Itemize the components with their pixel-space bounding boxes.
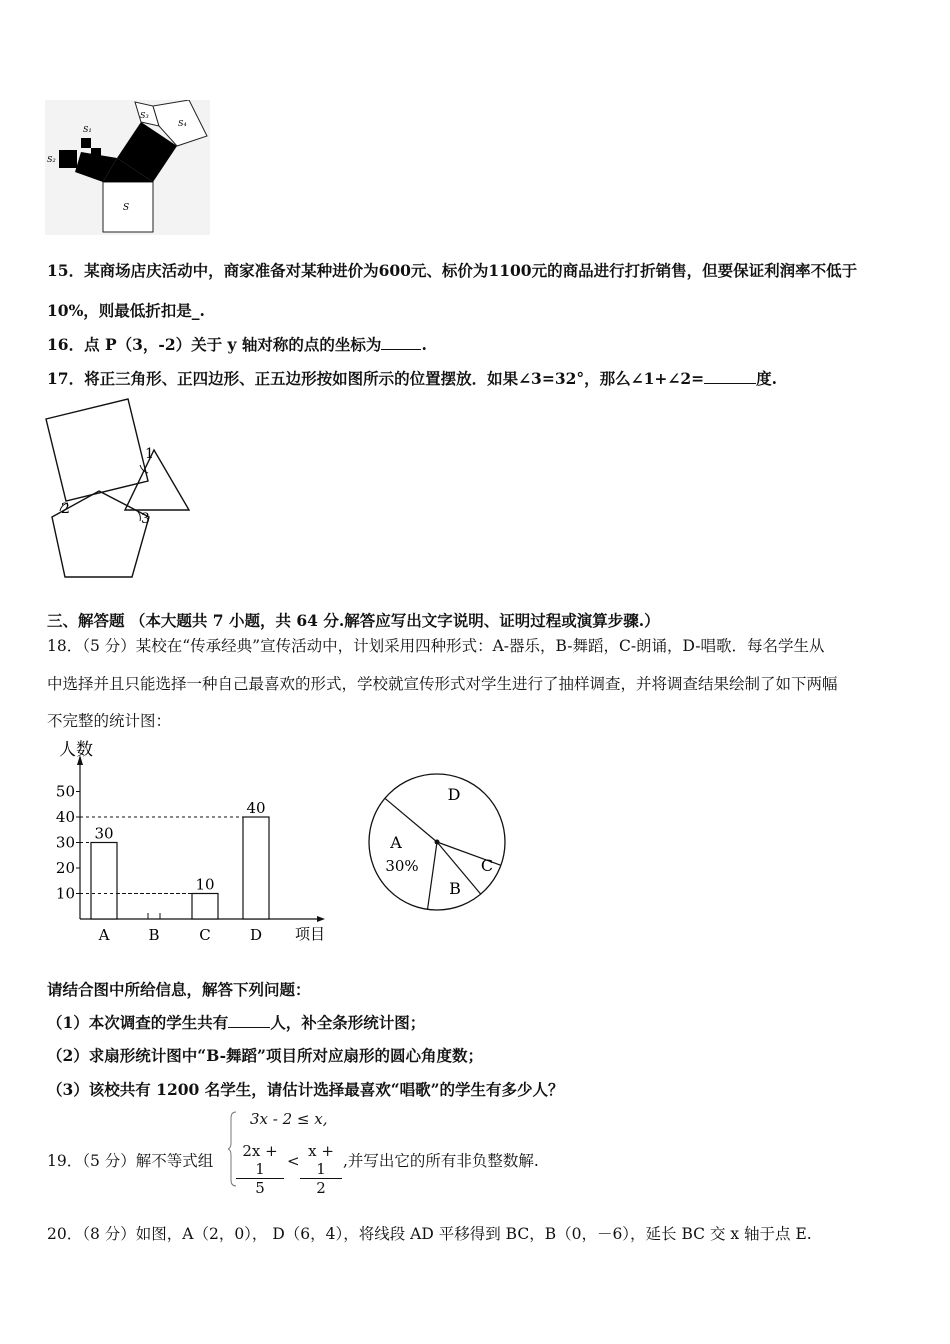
q17-end: 度. [756, 369, 778, 388]
pie-label-B: B [449, 879, 461, 898]
x-tick-label: C [199, 926, 211, 944]
fraction-2-numerator: x + 1 [300, 1142, 342, 1179]
q19-suffix: ,并写出它的所有非负整数解. [343, 1152, 539, 1170]
angle-1-label: 1 [145, 446, 154, 462]
data-label-A: 30 [94, 824, 114, 843]
square-s2-label: S₂ [47, 155, 56, 164]
square-s4-label: S₄ [178, 119, 187, 128]
q18-line1: 18．（5 分）某校在“传承经典”宣传活动中，计划采用四种形式：A-器乐，B-舞蹈，C-朗诵，D-唱歌．每名学生从 [47, 637, 825, 655]
y-axis-label: 人数 [59, 740, 93, 760]
q17-text: 17．将正三角形、正四边形、正五边形按如图所示的位置摆放．如果∠3=32°，那么∠1+∠2= [47, 369, 705, 388]
q18-sub1-pre: （1）本次调查的学生共有 [47, 1013, 229, 1032]
x-tick-label: A [98, 926, 110, 944]
q18-sub3: （3）该校共有 1200 名学生，请估计选择最喜欢“唱歌”的学生有多少人？ [47, 1080, 564, 1099]
q17 [47, 367, 777, 389]
x-axis-label: 项目 [295, 925, 326, 943]
angle-2-label: 2 [61, 501, 70, 517]
square-s-label: S [123, 203, 130, 213]
q18-line2: 中选择并且只能选择一种自己最喜欢的形式，学校就宣传形式对学生进行了抽样调查，并将调查结果绘制了如下两幅 [47, 675, 838, 693]
pie-label-C: C [480, 856, 494, 875]
triangle-shape [125, 450, 189, 510]
q18-sub2: （2）求扇形统计图中“B-舞蹈”项目所对应扇形的圆心角度数； [47, 1046, 483, 1065]
bar-A [91, 843, 117, 920]
bar-C [192, 894, 218, 920]
y-tick-label: 20 [55, 859, 75, 877]
inequality-1: 3x - 2 ≤ x, [250, 1110, 328, 1128]
q18-intro: 请结合图中所给信息，解答下列问题： [47, 980, 311, 999]
pie-label-D: D [447, 785, 461, 804]
q16-answer-blank[interactable] [381, 335, 421, 350]
squares-figure [45, 100, 210, 235]
polygons-figure [40, 393, 200, 585]
fraction-1-numerator: 2x + 1 [236, 1142, 284, 1179]
inequality-system [228, 1110, 353, 1197]
fraction-1-denominator: 5 [255, 1179, 265, 1197]
q19-prefix: 19．（5 分）解不等式组 [47, 1152, 214, 1170]
q18-sub1-answer-blank[interactable] [228, 1013, 270, 1028]
q16-end: . [421, 335, 427, 354]
data-label-C: 10 [195, 875, 215, 894]
pie-label-A: A [390, 833, 402, 852]
y-tick-label: 50 [55, 782, 75, 801]
y-tick-label: 10 [55, 884, 75, 903]
fraction-1 [236, 1142, 284, 1197]
q16 [47, 333, 427, 355]
y-tick-label: 30 [55, 833, 75, 852]
square-shape [46, 399, 148, 501]
square-s3-label: S₃ [140, 111, 149, 120]
section3-title: 三、解答题 （本大题共 7 小题，共 64 分.解答应写出文字说明、证明过程或演算步骤.） [47, 611, 660, 630]
q18-line3: 不完整的统计图： [47, 712, 172, 730]
q18-sub1 [47, 1011, 425, 1033]
square-s1-label: S₁ [83, 125, 92, 134]
q17-answer-blank[interactable] [704, 369, 756, 384]
pie-center [435, 840, 440, 845]
q16-text: 16．点 P（3，-2）关于 y 轴对称的点的坐标为 [47, 335, 382, 354]
q18-sub1-post: 人，补全条形统计图； [270, 1013, 426, 1032]
q15-line2: 10%，则最低折扣是_. [47, 301, 205, 320]
bar-D [243, 817, 269, 919]
q15-line1: 15．某商场店庆活动中，商家准备对某种进价为600元、标价为1100元的商品进行打折销售，但要保证利润率不低于 [47, 261, 858, 280]
fraction-2 [300, 1142, 342, 1197]
pie-percent-A: 30% [385, 857, 419, 875]
bar-chart [45, 735, 345, 950]
x-tick-label: D [249, 926, 263, 944]
y-tick-label: 40 [55, 808, 75, 826]
x-tick-label: B [148, 926, 160, 944]
pie-chart [362, 772, 512, 917]
angle-3-label: 3 [141, 511, 150, 527]
q20-text: 20．（8 分）如图，A（2，0）， D（6，4），将线段 AD 平移得到 BC，B（0，－6），延长 BC 交 x 轴于点 E. [47, 1225, 812, 1243]
data-label-D: 40 [246, 799, 266, 817]
x-axis-arrow [317, 916, 325, 922]
fraction-2-denominator: 2 [316, 1179, 326, 1197]
less-than-sign: < [287, 1152, 300, 1170]
